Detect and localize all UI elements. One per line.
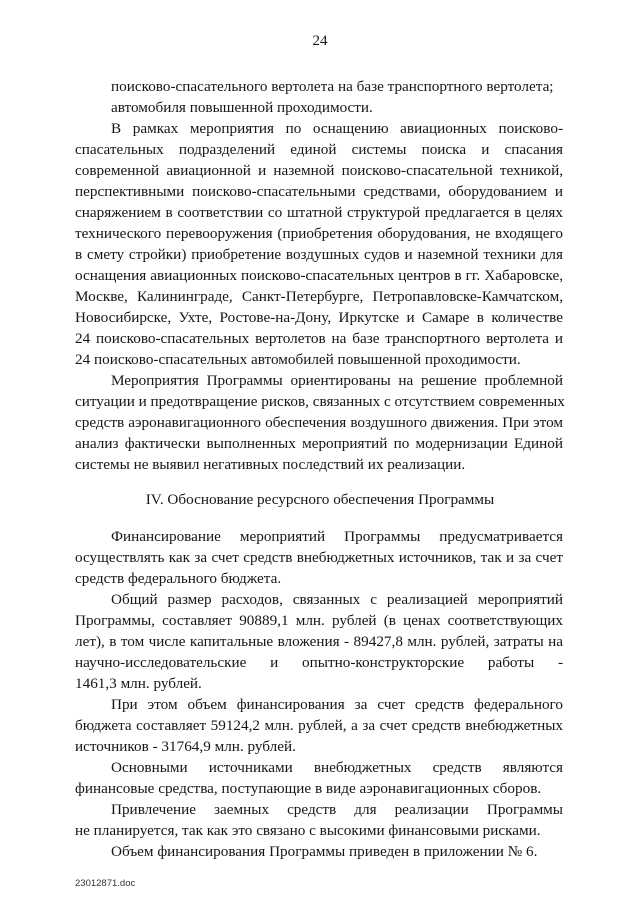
text-line: источников - 31764,9 млн. рублей.	[75, 738, 296, 755]
text-line: осуществлять как за счет средств внебюджетных источников, так и за счет	[75, 549, 563, 566]
text-line: в смету стройки) приобретение воздушных судов и наземной техники для	[75, 246, 563, 263]
text-line: научно-исследовательские и опытно-конструкторские работы -	[75, 654, 563, 671]
text-line: Программы, составляет 90889,1 млн. рублей (в ценах соответствующих	[75, 612, 563, 629]
text-line: поисково-спасательного вертолета на базе транспортного вертолета;	[111, 78, 554, 95]
text-line: не планируется, так как это связано с высокими финансовыми рисками.	[75, 822, 541, 839]
text-line: перспективными поисково-спасательными средствами, оборудованием и	[75, 183, 563, 200]
text-line: Объем финансирования Программы приведен в приложении № 6.	[111, 843, 538, 860]
text-line: бюджета составляет 59124,2 млн. рублей, а за счет средств внебюджетных	[75, 717, 563, 734]
text-line: Мероприятия Программы ориентированы на решение проблемной	[111, 372, 563, 389]
text-line: Основными источниками внебюджетных средств являются	[111, 759, 563, 776]
footer-filename: 23012871.doc	[75, 878, 136, 889]
text-line: Финансирование мероприятий Программы предусматривается	[111, 528, 563, 545]
text-line: В рамках мероприятия по оснащению авиационных поисково-	[111, 120, 563, 137]
text-line: технического перевооружения (приобретения оборудования, не входящего	[75, 225, 563, 242]
text-line: автомобиля повышенной проходимости.	[111, 99, 373, 116]
text-line: Общий размер расходов, связанных с реализацией мероприятий	[111, 591, 563, 608]
text-line: Москве, Калининграде, Санкт-Петербурге, Петропавловске-Камчатском,	[75, 288, 563, 305]
text-line: При этом объем финансирования за счет средств федерального	[111, 696, 563, 713]
text-line: финансовые средства, поступающие в виде аэронавигационных сборов.	[75, 780, 542, 797]
text-line: системы не выявил негативных последствий их реализации.	[75, 456, 466, 473]
text-line: Привлечение заемных средств для реализации Программы	[111, 801, 563, 818]
text-line: снаряжением в соответствии со штатной структурой предлагается в целях	[75, 204, 563, 221]
text-line: лет), в том числе капитальные вложения - 89427,8 млн. рублей, затраты на	[75, 633, 563, 650]
text-line: ситуации и предотвращение рисков, связанных с отсутствием современных	[75, 393, 565, 410]
text-line: современной авиационной и наземной поисково-спасательной техникой,	[75, 162, 563, 179]
text-line: оснащения авиационных поисково-спасательных центров в гг. Хабаровске,	[75, 267, 563, 284]
text-line: спасательных подразделений единой системы поиска и спасания	[75, 141, 563, 158]
text-line: средств аэронавигационного обеспечения воздушного движения. При этом	[75, 414, 563, 431]
text-line: Новосибирске, Ухте, Ростове-на-Дону, Иркутске и Самаре в количестве	[75, 309, 563, 326]
page-number: 24	[312, 33, 328, 49]
text-line: анализ фактически выполненных мероприятий по модернизации Единой	[75, 435, 563, 452]
text-line: 24 поисково-спасательных вертолетов на базе транспортного вертолета и	[75, 330, 563, 347]
text-line: средств федерального бюджета.	[75, 570, 282, 587]
text-line: 24 поисково-спасательных автомобилей повышенной проходимости.	[75, 351, 521, 368]
section-heading: IV. Обоснование ресурсного обеспечения Программы	[145, 491, 495, 508]
text-line: 1461,3 млн. рублей.	[75, 675, 202, 692]
